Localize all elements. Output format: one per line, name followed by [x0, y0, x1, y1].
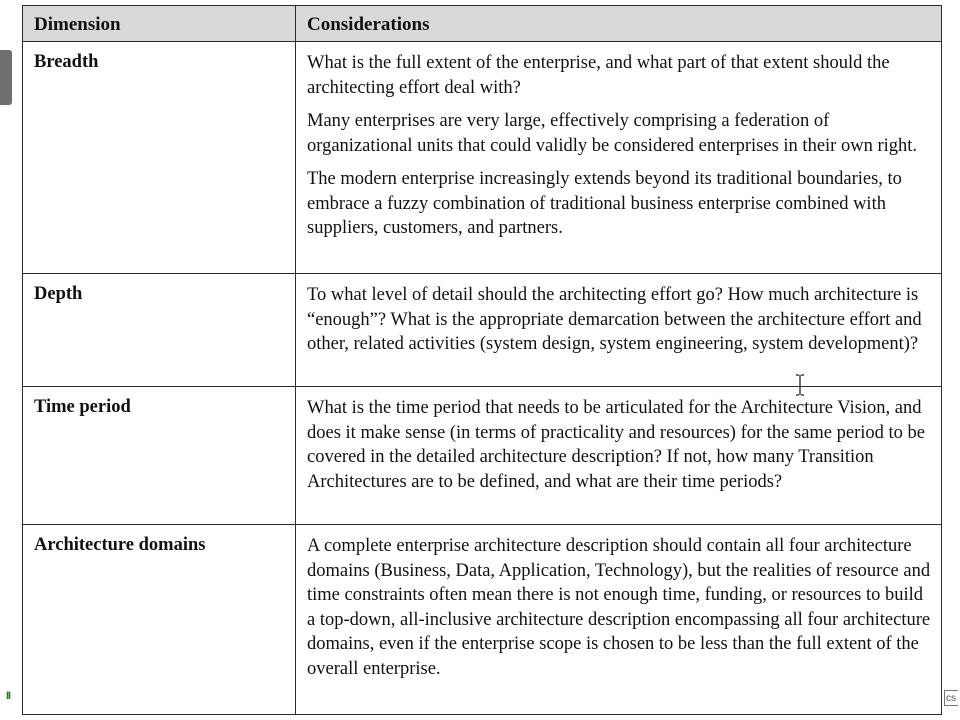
dimension-cell: Architecture domains: [23, 525, 296, 715]
corner-mark-left: II: [6, 690, 11, 702]
dimension-cell: Time period: [23, 387, 296, 525]
considerations-cell: [296, 387, 942, 525]
table-row: [23, 42, 942, 274]
side-panel-tab[interactable]: [0, 50, 12, 105]
corner-mark-right: cs: [944, 690, 958, 706]
header-considerations: Considerations: [296, 6, 942, 42]
table-header-row: [23, 6, 942, 42]
consideration-paragraph: A complete enterprise architecture description should contain all four architecture domains (Business, Data, Application, Technology), but the realities of resource and time constraints often mean there is not enough time, funding, or resources to build a top-down, all-inclusive architecture description encompassing all four architecture domains, even if the enterprise scope is chosen to be less than the full extent of the overall enterprise.: [307, 536, 931, 679]
consideration-paragraph: The modern enterprise increasingly extends beyond its traditional boundaries, to embrace a fuzzy combination of traditional business enterprise combined with suppliers, customers, and partners.: [307, 169, 902, 238]
consideration-paragraph: Many enterprises are very large, effectively comprising a federation of organizational units that could validly be considered enterprises in their own right.: [307, 111, 918, 156]
considerations-cell: [296, 274, 942, 387]
considerations-cell: [296, 525, 942, 715]
dimension-cell: Breadth: [23, 42, 296, 274]
table-row: [23, 525, 942, 715]
scope-dimensions-table: [22, 5, 942, 715]
consideration-paragraph: To what level of detail should the architecting effort go? How much architecture is “enough”? What is the appropriate demarcation between the architecture effort and other, related activities (system design, system engineering, system development)?: [307, 285, 922, 354]
dimension-cell: Depth: [23, 274, 296, 387]
consideration-paragraph: What is the time period that needs to be articulated for the Architecture Vision, and does it make sense (in terms of practicality and resources) for the same period to be covered in the detailed architecture description? If not, how many Transition Architectures are to be defined, and what are their time periods?: [307, 398, 925, 492]
table-row: [23, 387, 942, 525]
text-cursor-icon: [795, 374, 805, 396]
considerations-cell: [296, 42, 942, 274]
consideration-paragraph: What is the full extent of the enterprise, and what part of that extent should the architecting effort deal with?: [307, 53, 890, 98]
header-dimension: Dimension: [23, 6, 296, 42]
table-row: [23, 274, 942, 387]
